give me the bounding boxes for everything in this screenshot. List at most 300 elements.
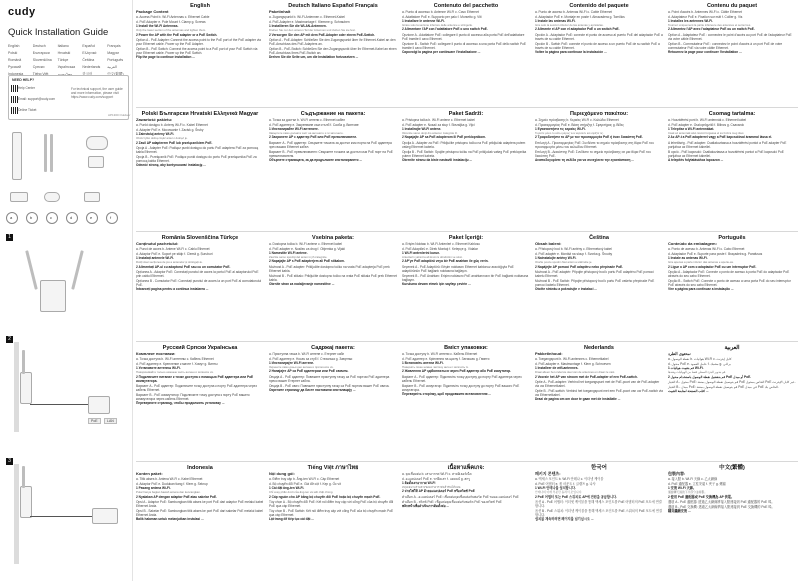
instruction-line: 2 Az AP-t a PoE adapterrel vagy a PoE kapcsolóval árammal lássa el.: [668, 135, 773, 140]
antenna-image: [71, 250, 84, 290]
qr-code-icon: [11, 107, 18, 114]
instruction-line: 1 Εγκαταστήστε τις κεραίες Wi-Fi.: [535, 127, 586, 132]
instruction-line: d. Adapter PoE e. Mocowanie f. Zacisk g. Śruby: [136, 128, 204, 133]
instruction-line: a. 接入點 b. Wi-Fi 天線 c. 乙太網線: [668, 477, 718, 482]
instruction-line: 2 Τροφοδοτήστε το AP με τον προσαρμογέα PoE ή έναν διακόπτη PoE.: [535, 135, 643, 140]
instruction-line: 안테나의 아래 부분만 돌려서 조입니다.: [535, 490, 583, 495]
instructions-panel: [132, 0, 802, 581]
port-label: PoE: [88, 418, 101, 424]
instruction-line: Obróć tylko dolną część anten i dokręć je.: [136, 136, 188, 141]
section-heading: Paket İçeriği:: [448, 235, 484, 241]
section-heading: Vsebina paketa:: [312, 235, 354, 241]
instruction-line: d. PoE 어댑터 e. 폴 마운트 f. 클램프 g. 나사: [535, 482, 596, 487]
instruction-line: 2 قم بتشغيل نقطة الوصول باستخدام محول PoE أو مبدل PoE.: [668, 374, 752, 379]
instruction-line: Переверните страницу, чтобы продолжить установку ...: [136, 401, 225, 406]
instruction-line: a. Toegangspunt b. Wi-Fi-antennes c. Ethernetkabel: [535, 357, 609, 362]
instruction-line: a. Точка доступу b. Wi-Fi антени c. Кабель Ethernet: [402, 352, 478, 357]
instruction-line: 1 Инсталирајте Wi-Fi антене.: [269, 361, 315, 366]
instruction-line: d. PoE 適配器 e. 立柱安裝 f. 夾子 g. 螺絲: [668, 482, 726, 487]
help-line: Email: support@cudy.com: [18, 97, 56, 101]
section-divider: [136, 461, 798, 462]
instruction-line: Вариант B - PoE коммутатор: Подключите точку доступа к порту PoE вашего коммутатора через кабель Ethernet.: [136, 392, 250, 402]
instruction-line: Okrenite stranu da biste nastavili instalaciju ...: [402, 157, 473, 162]
poe-switch-image: [92, 508, 118, 524]
instruction-line: 1 Instalați antenele Wi-Fi.: [136, 256, 175, 261]
language-section: [402, 466, 530, 508]
language-item: 한국어: [82, 72, 93, 76]
instruction-line: 1 Installieren Sie die WLAN-Antennen.: [269, 24, 327, 29]
language-section: [535, 346, 663, 401]
instruction-line: a. 액세스 포인트 b. Wi-Fi 안테나 c. 이더넷 케이블: [535, 477, 604, 482]
instruction-line: Комплект поставки:: [136, 351, 176, 357]
instruction-line: Окрените само доњи део антена и притегните их.: [269, 365, 334, 370]
instruction-line: 1 Cài đặt ăng-ten Wi-Fi.: [269, 486, 305, 491]
step1-illustration: [0, 240, 132, 325]
instruction-line: Opção A - Adaptador PoE: Conecte o ponto de acesso à porta PoE do adaptador PoE através do seu cabo Ethernet.: [668, 269, 790, 278]
label-circle: [86, 212, 98, 224]
language-section: [136, 4, 264, 59]
instruction-line: 1 Instalirajte Wi-Fi antene.: [402, 127, 442, 132]
instruction-line: พลิกหน้าเพื่อดำเนินการติดตั้งต่อ ...: [402, 503, 450, 508]
instruction-line: 2 Ligue o AP com o adaptador PoE ou um interruptor PoE.: [668, 264, 757, 269]
instruction-line: Поворачивайте только нижнюю часть антенн и затяните их.: [136, 370, 214, 375]
label-letter: a: [10, 215, 13, 220]
instruction-line: a. نقطة الوصول b. هوائيات Wi-Fi c. كابل إيثرنت: [668, 357, 732, 362]
instruction-line: Варіант B - PoE комутатор: Підключіть точку доступу до порту PoE вашого PoE комутатора.: [402, 383, 520, 392]
instruction-line: d. PoE-adapter e. Mastmontage f. Klem g. Schroeven: [535, 362, 611, 367]
instruction-line: 1 Telepítse a Wi-Fi antennákat.: [668, 127, 715, 132]
instruction-line: Opção B - Switch PoE: Conecte o ponto de acesso a uma porta PoE do seu interruptor PoE através do seu cabo Ethernet.: [668, 278, 791, 287]
instruction-line: Αναποδογυρίστε τη σελίδα για να συνεχίσετε την εγκατάσταση ...: [535, 157, 635, 162]
instruction-line: Опција A - PoE адаптер: Повежите приступну тачку са PoE портом PoE адаптера преко вашег Етернет кабла.: [269, 374, 390, 383]
instruction-line: 2 Alimentez l'AP avec l'adaptateur PoE ou un switch PoE.: [668, 27, 755, 32]
instruction-line: Γυρίστε μόνο το κάτω μέρος των κεραιών και σφίξτε τις.: [535, 131, 604, 136]
instruction-line: a. Pristupna točka b. Wi-Fi antene c. Ethernet kabel: [402, 118, 475, 123]
section-heading: Съдържание на пакета:: [300, 111, 366, 117]
instruction-line: Опција B - PoE свич: Повежите приступну тачку са PoE портом вашег PoE свича.: [269, 383, 390, 388]
instruction-line: 1 Instale as antenas Wi-Fi.: [668, 256, 708, 261]
instruction-line: 2 Power the AP with the PoE adapter or a PoE Switch.: [136, 32, 218, 37]
instruction-line: a. จุดเชื่อมต่อ b. เสาอากาศ Wi-Fi c. สายอีเธอร์เน็ต: [402, 472, 472, 477]
pole-image: [14, 464, 19, 564]
instruction-line: 2 Cấp nguồn cho AP bằng bộ chuyển đổi PoE hoặc bộ chuyển mạch PoE.: [269, 494, 381, 499]
label-letter: f: [110, 215, 112, 220]
screws-image: [84, 192, 100, 202]
instruction-line: 1 ติดตั้งเสาอากาศ Wi-Fi: [402, 481, 436, 486]
instruction-line: Možnost B - PoE stikalo: Priključite dostopno točko na vrata PoE stikala PoE prek Ethernet kabla.: [269, 273, 397, 282]
instruction-line: 選項 A - PoE 適配器: 透過乙太網線將接入點連接到 PoE 適配器的 PoE 埠。: [668, 499, 775, 504]
instruction-line: 2 Napajajte AP s PoE adapterjem ali PoE stikalom.: [269, 259, 345, 264]
instruction-line: d. PoE adaptér e. Montáž na sloup f. Svorka g. Šrouby: [535, 252, 613, 257]
instruction-line: Vire a página para continuar a instalação ...: [668, 287, 734, 292]
access-point-image: [12, 132, 22, 180]
step2-illustration: [0, 342, 132, 442]
qr-code-icon: [11, 85, 18, 92]
label-letter: b: [30, 215, 33, 220]
section-heading: 한국어: [591, 465, 607, 471]
language-item: Română: [8, 58, 22, 62]
section-heading: Paket Sadrži:: [448, 111, 484, 117]
instruction-line: Поверніть лише нижню частину антен і затягніть їх.: [402, 365, 469, 370]
package-illustration: [0, 128, 132, 228]
section-heading: Csomag tartalma:: [708, 111, 756, 117]
language-section: [402, 346, 530, 396]
language-item: Tiếng Việt: [32, 72, 49, 76]
instruction-line: 2 Nyalakan AP dengan adaptor PoE atau sakelar PoE.: [136, 494, 217, 499]
instruction-line: d. PoE адаптер e. Закрепване към стълб f. Скоба g. Винтове: [269, 123, 359, 128]
instruction-line: 1 Installez les antennes Wi-Fi.: [668, 19, 713, 24]
instruction-line: 1 Installeer de wifi-antennes.: [535, 366, 579, 371]
instruction-line: 2 Napájejte AP pomocí PoE adaptéru nebo přepínače PoE.: [535, 264, 624, 269]
instruction-line: d. Adattatore PoE e. Supporto per palo f. Morsetto g. Viti: [402, 15, 482, 20]
model-code: AP1300 Outdoor: [108, 113, 131, 117]
instruction-line: a. Dostopna točka b. Wi-Fi antene c. Ethernet kabel: [269, 242, 342, 247]
instruction-line: 2 PoE 어댑터 또는 PoE 스위치로 AP에 전원을 공급합니다.: [535, 494, 617, 499]
section-divider: [136, 231, 798, 232]
instruction-line: Option B - Commutateur PoE : connectez le point d'accès à un port PoE de votre commutateur PoE via votre câble Ethernet.: [668, 41, 783, 50]
instruction-line: اقلب الصفحة لمتابعة التثبيت ...: [668, 388, 709, 393]
label-circle: [26, 212, 38, 224]
instruction-line: d. PoE Adaptörü e. Direk Montajı f. Kelepçe g. Vidalar: [402, 247, 478, 252]
antenna-image: [22, 350, 25, 374]
instruction-line: ตัวเลือก B - สวิตช์ PoE: เชื่อมต่อจุดเชื่อมต่อกับพอร์ต PoE ของสวิตช์ PoE: [402, 499, 502, 504]
instruction-line: 옵션 B - PoE 스위치: 이더넷 케이블을 통해 액세스 포인트를 PoE 스위치의 PoE 포트에 연결합니다.: [535, 508, 662, 517]
instruction-line: a. Punkt dostępu b. Anteny Wi-Fi c. Kabel Ethernet: [136, 123, 208, 128]
instruction-line: Girare solo la sezione inferiore delle antenne e stringerle.: [402, 23, 473, 28]
instruction-line: Επιλογή Β - Διακόπτης PoE: Συνδέστε το σημείο πρόσβασης σε μια θύρα PoE του διακόπτη PoE.: [535, 149, 651, 158]
instruction-line: Chỉ xoay phần dưới của ăng-ten và siết chặt chúng.: [269, 490, 334, 495]
instruction-line: 1 Установите антенны Wi-Fi.: [136, 366, 181, 371]
instruction-line: B opció - PoE kapcsoló: Csatlakoztassa a hozzáférési pontot a PoE kapcsoló PoE portjához az Ethernet kábellel.: [668, 149, 784, 158]
section-heading: العربية: [724, 345, 740, 351]
clamp-image: [44, 192, 60, 202]
language-section: [269, 346, 397, 392]
instruction-line: 1 安裝 Wi-Fi 天線。: [668, 486, 697, 491]
instruction-line: Opción A - Adaptador PoE: conecte el punto de acceso al puerto PoE del adaptador PoE a través de su cable Ethernet.: [535, 32, 663, 41]
instruction-line: d. محول PoE e. حامل العمود f. مشبك g. براغي: [668, 362, 731, 367]
instruction-line: Переверніть сторінку, щоб продовжити встановлення ...: [402, 391, 492, 396]
language-section: [136, 346, 264, 405]
instruction-line: Варіант A - PoE адаптер: Підключіть точку доступу до порту PoE адаптера через кабель Ethernet.: [402, 374, 522, 383]
language-item: English: [8, 44, 20, 48]
instruction-line: 2 使用 PoE 適配器或 PoE 交換機為 AP 供電。: [668, 494, 735, 499]
language-section: [535, 466, 663, 521]
language-item: ภาษาไทย: [57, 73, 73, 77]
section-heading: Contenuto del pacchetto: [433, 3, 499, 9]
language-section: [535, 236, 663, 291]
instruction-line: d. PoE adapter e. Nosilec za drog f. Objemka g. Vijaki: [269, 247, 345, 252]
instruction-line: Tùy chọn B - PoE Switch: Kết nối điểm truy cập với cổng PoE của bộ chuyển mạch PoE qua cáp Ethernet.: [269, 508, 394, 517]
instruction-line: a. Titik akses b. Antena Wi-Fi c. Kabel Ethernet: [136, 477, 203, 482]
instruction-line: Rotiți doar secțiunea de jos a antenelor și strângeți-le.: [136, 260, 203, 265]
language-item: Hrvatski: [57, 51, 71, 55]
language-item: 中文(繁體): [107, 72, 124, 76]
instruction-line: Konten paket:: [136, 471, 163, 477]
language-item: Српски: [32, 65, 45, 69]
instruction-line: Drehen Sie die Seite um, um die Installation fortzusetzen ...: [269, 55, 359, 60]
instruction-line: d. Adaptateur PoE e. Fixation sur mât f. Collier g. Vis: [668, 15, 743, 20]
label-circle: [6, 212, 18, 224]
instruction-line: 1 Installare le antenne Wi-Fi.: [402, 19, 445, 24]
instruction-line: Вариант A - PoE адаптер: Подключите точку доступа к порту PoE адаптера через кабель Ethernet.: [136, 383, 257, 392]
instruction-line: Lật trang để tiếp tục cài đặt ...: [269, 517, 314, 522]
instruction-line: Обърнете страницата, за да продължите инсталирането ...: [269, 157, 363, 162]
instruction-line: 패키지 콘텐츠:: [535, 471, 561, 477]
language-section: [535, 112, 663, 162]
instruction-line: Option A - Adaptateur PoE : connectez le point d'accès au port PoE de l'adaptateur PoE via votre câble Ethernet.: [668, 32, 792, 41]
instruction-line: 옵션 A - PoE 어댑터: 이더넷 케이블을 통해 액세스 포인트를 PoE 어댑터의 PoE 포트에 연결합니다.: [535, 499, 662, 508]
instruction-line: 選項 B - PoE 交換機: 透過乙太網線將接入點連接到 PoE 交換機的 PoE 埠。: [668, 504, 775, 509]
poe-adapter-image: [88, 156, 104, 168]
instruction-line: Obsah balení:: [535, 241, 562, 247]
instruction-line: Zawartość pakietu:: [136, 117, 173, 123]
instruction-line: Tùy chọn A - Bộ chuyển đổi PoE: Kết nối điểm truy cập với cổng PoE của bộ chuyển đổi PoE qua cáp Ethernet.: [269, 499, 394, 508]
language-item: Čeština: [82, 58, 95, 62]
instruction-line: Opción B - Switch PoE: conecte el punto de acceso a un puerto PoE de su switch PoE a través de su cable Ethernet.: [535, 41, 660, 50]
instruction-line: Balik halaman untuk melanjutkan instalasi ...: [136, 517, 204, 522]
instruction-line: Opcija B - PoE Switch: Spojite pristupnu točku na PoE priključak vašeg PoE preklopnika putem Ethernet kabela.: [402, 149, 527, 158]
label-circle: [46, 212, 58, 224]
instruction-line: Draai de pagina om om door te gaan met de installatie ...: [535, 397, 621, 402]
language-item: Українська: [57, 65, 76, 69]
instruction-line: Întoarceți pagina pentru a continua instalarea ...: [136, 287, 209, 292]
step3-illustration: [0, 464, 132, 574]
poe-adapter-image: [88, 396, 110, 414]
instruction-line: Retournez la page pour continuer l'installation ...: [668, 49, 742, 54]
instruction-line: Kuruluma devam etmek için sayfayı çevirin ...: [402, 281, 471, 286]
language-item: Français: [107, 44, 121, 48]
instruction-line: Opțiunea B - Comutator PoE: Conectați punctul de acces la un port PoE al comutatorului PoE.: [136, 278, 262, 287]
instruction-line: Вариант A - PoE адаптер: Свържете точката за достъп към порта на PoE адаптера чрез вашия Ethernet кабел.: [269, 140, 392, 149]
instruction-line: d. Bộ chuyển đổi PoE e. Giá đỡ cột f. Kẹp g. Ốc vít: [269, 482, 341, 487]
section-divider: [136, 341, 798, 342]
access-point-image: [20, 486, 32, 518]
instruction-line: Seçenek B - PoE Anahtarı: Erişim noktasını PoE anahtarınızın bir PoE bağlantı noktasına bağlayın.: [402, 273, 529, 282]
section-heading: เนื้อหาแพ็คเกจ:: [447, 465, 485, 471]
instruction-line: a. Access Point b. Wi-Fi Antennas c. Ethernet Cable: [136, 15, 210, 20]
section-heading: Вміст упаковки:: [444, 345, 488, 351]
instruction-line: 2 Подключите питание к точке доступа с помощью PoE адаптера или PoE коммутатора.: [136, 374, 254, 383]
help-line: Online Ticket: [18, 108, 37, 112]
instruction-line: محتوى الطرد:: [668, 351, 692, 357]
instruction-line: a. Приступна тачка b. Wi-Fi антене c. Етернет кабл: [269, 352, 345, 357]
instruction-line: a. Erişim Noktası b. Wi-Fi Antenleri c. Ethernet Kablosu: [402, 242, 480, 247]
instruction-line: a. Přístupový bod b. Wi-Fi antény c. Ethernetový kabel: [535, 247, 612, 252]
brand-logo: cudy: [8, 6, 36, 18]
language-section: [668, 346, 796, 393]
instruction-line: a. Hozzáférési pont b. Wi-Fi antennák c. Ethernet kábel: [668, 118, 747, 123]
instruction-line: A telepítés folytatásához lapozzon ...: [668, 157, 724, 162]
instruction-line: d. PoE адаптер e. Крепление к мачте f. Хомут g. Винты: [136, 362, 218, 367]
pole-mount-image: [10, 192, 28, 202]
instruction-line: Otočte stránku a pokračujte v instalaci ...: [535, 287, 598, 292]
section-heading: Deutsch Italiano Español Français: [288, 3, 378, 9]
instruction-line: d. PoE Adapter e. Pole Mount f. Clamp g. Screws: [136, 20, 206, 25]
qr-code-icon: [11, 96, 18, 103]
instruction-line: หมุนเฉพาะส่วนล่างของเสาอากาศแล้วขันให้แน่น: [402, 485, 461, 490]
language-item: Türkçe: [57, 58, 69, 62]
ethernet-cable-line: [30, 404, 90, 405]
language-section: [535, 4, 663, 54]
step-number-badge: 3: [6, 458, 13, 465]
instruction-line: 1 Instale las antenas Wi-Fi.: [535, 19, 576, 24]
instruction-line: a. Điểm truy cập b. Ăng-ten Wi-Fi c. Cáp Ethernet: [269, 477, 340, 482]
language-item: Português: [107, 58, 124, 62]
label-circle: [66, 212, 78, 224]
instruction-line: Окрените страницу да бисте наставили инсталацију ...: [269, 387, 356, 392]
access-point-image: [20, 372, 32, 404]
instruction-line: Optie B - PoE-switch: Verbind het toegangspunt met een PoE-poort van uw PoE-switch via uw Ethernetkabel.: [535, 388, 663, 397]
language-item: Magyar: [107, 51, 119, 55]
instruction-line: ตัวเลือก A - อะแดปเตอร์ PoE: เชื่อมต่อจุดเชื่อมต่อกับพอร์ต PoE ของอะแดปเตอร์ PoE: [402, 494, 519, 499]
section-heading: România Slovenščina Türkçe: [161, 235, 239, 241]
access-point-image: [40, 280, 66, 312]
section-divider: [136, 107, 798, 108]
instruction-line: Завъртете само долната част на антените и ги затегнете.: [269, 131, 344, 136]
language-section: [269, 466, 397, 521]
instruction-line: Zavrtite samo spodnji del anten in jih zategnite.: [269, 255, 328, 260]
instruction-line: Flip the page to continue installation ...: [136, 55, 195, 60]
language-item: Slovenščina: [32, 58, 52, 62]
language-item: Indonesia: [8, 72, 24, 76]
instruction-line: 2 AP'ye PoE adaptörü veya bir PoE anahtarı ile güç verin.: [402, 259, 489, 264]
language-item: Italiano: [57, 44, 69, 48]
instruction-line: a. Точка доступа b. Wi-Fi антенны c. Кабель Ethernet: [136, 357, 214, 362]
port-label: LAN: [104, 418, 117, 424]
instruction-line: d. Adaptador PoE e. Suporte para poste f. Braçadeira g. Parafusos: [668, 252, 763, 257]
instruction-line: Možnost A - PoE adapter: Priključite dostopno točko na vrata PoE adapterja PoE prek Ethernet kabla.: [269, 264, 390, 273]
instruction-line: d. Προσαρμογέας PoE e. Βάση στήριξης f. Σφιγκτήρας g. Βίδες: [535, 123, 624, 128]
section-heading: Русский Српски Українська: [162, 345, 238, 351]
instruction-line: Okrenite samo donji dio antena i zategnite ih.: [402, 131, 458, 136]
instruction-line: Seçenek A - PoE Adaptörü: Erişim noktasını Ethernet kablonuz aracılığıyla PoE adaptörünün PoE bağlantı noktasına bağlayın.: [402, 264, 514, 273]
instruction-line: a. Punct de acces b. Antene Wi-Fi c. Cablu Ethernet: [136, 247, 210, 252]
instruction-line: Package Content: [136, 9, 169, 15]
ethernet-cable-line: [30, 516, 94, 517]
instruction-line: d. PoE adapter e. Oszloprögzítő f. Bilincs g. Csavarok: [668, 123, 745, 128]
instruction-line: Opsi A - Adaptor PoE: Sambungkan titik akses ke port PoE dari adaptor PoE melalui kabel Ethernet Anda.: [136, 499, 264, 508]
instruction-line: Conținutul pachetului:: [136, 241, 179, 247]
section-heading: Contenido del paquete: [569, 3, 629, 9]
left-panel: [0, 0, 132, 581]
instruction-line: d. อะแดปเตอร์ PoE e. ขายึดเสา f. แคลมป์ g. สกรู: [402, 477, 470, 482]
language-list: [8, 44, 130, 78]
section-heading: Садржај пакета:: [311, 345, 355, 351]
instruction-line: a. Точка за достъп b. Wi-Fi антени c. Ethernet кабел: [269, 118, 346, 123]
instruction-line: 2 Alimente el AP con el adaptador PoE o un switch PoE.: [535, 27, 620, 32]
instruction-line: 1 Nainstalujte antény Wi-Fi.: [535, 256, 577, 261]
language-item: Deutsch: [32, 44, 46, 48]
instruction-line: d. Adaptor PoE e. Suport pe stâlp f. Clemă g. Șuruburi: [136, 252, 213, 257]
label-letter: e: [90, 215, 93, 220]
instruction-line: 1 قم بتثبيت هوائيات Wi-Fi.: [668, 366, 704, 371]
help-side-text: For technical support, the user guide and more information, please visit https://www.cudy.com/support: [71, 87, 123, 100]
language-section: [136, 466, 264, 521]
instruction-line: 1 Pasang antena Wi-Fi.: [136, 486, 171, 491]
instruction-line: Drehen Sie nur den unteren Teil der Antennen und ziehen Sie sie fest.: [269, 28, 356, 33]
instruction-line: Opzione A - Adattatore PoE: collegare il punto di accesso alla porta PoE dell'adattatore PoE tramite il cavo Ethernet.: [402, 32, 525, 41]
instruction-line: Capovolgi la pagina per continuare l'installazione ...: [402, 49, 481, 54]
instruction-line: 翻頁繼續安裝 ...: [668, 508, 691, 513]
language-item: Русский: [8, 65, 21, 69]
language-section: [402, 112, 530, 162]
instruction-line: Antenlerin yalnızca alt kısmını döndürün ve sıkın.: [402, 255, 463, 260]
instruction-line: Επιλογή Α - Προσαρμογέας PoE: Συνδέστε το σημείο πρόσβασης στη θύρα PoE του προσαρμογέα μέσω του καλωδίου Ethernet.: [535, 140, 654, 149]
instruction-line: 2 Захранете AP с адаптер PoE или PoE превключвател.: [269, 135, 358, 140]
instruction-line: Option B - PoE Switch: Connect the access point to a PoE port of your PoE Switch via your Ethernet cable. Power up the PoE Switch.: [136, 46, 258, 55]
instruction-line: Opcija A - Adapter za PoE: Priključite pristupnu točku na PoE priključak adaptera putem vašeg Ethernet kabela.: [402, 140, 526, 149]
instruction-line: Obrnite stran za nadaljevanje namestitve ...: [269, 281, 335, 286]
instruction-line: 2 Voorzie het AP van stroom met de PoE-adapter of een PoE-switch.: [535, 374, 638, 379]
instruction-line: Otočte pouze spodní část antén a utáhněte je.: [535, 260, 593, 265]
antenna-image: [22, 466, 25, 488]
instruction-line: Opțiunea A - Adaptor PoE: Conectați punctul de acces la portul PoE al adaptorului PoE prin cablul Ethernet.: [136, 269, 259, 278]
language-item: العربية: [107, 65, 117, 69]
instruction-line: قم بتدوير الجزء السفلي فقط من الهوائيات وشدها.: [668, 370, 727, 375]
instruction-line: 2 จ่ายไฟให้ AP ด้วยอะแดปเตอร์ PoE หรือสวิตช์ PoE: [402, 489, 475, 494]
pole-image: [14, 342, 19, 432]
instruction-line: a. Point d'accès b. Antennes Wi-Fi c. Câble Ethernet: [668, 10, 742, 15]
instruction-line: Draai alleen het onderste deel van de antennes en draai ze vast.: [535, 370, 616, 375]
instruction-line: Option A - PoE-Adapter: Schließen Sie den Zugangspunkt über Ihr Ethernet-Kabel an den PoE-Anschluss des PoE-Adapters an.: [269, 37, 396, 46]
instruction-line: Opsi B - Sakelar PoE: Sambungkan titik akses ke port PoE dari sakelar PoE melalui kabel Ethernet Anda.: [136, 508, 263, 517]
language-section: [668, 4, 796, 54]
antenna-image: [25, 250, 38, 290]
instruction-line: d. PoE адаптер e. Носач за стуб f. Стезаљка g. Завртњи: [269, 357, 353, 362]
instruction-line: Pakketinhoud:: [535, 351, 563, 357]
instruction-line: 包裝內容:: [668, 471, 686, 477]
instruction-line: Conteúdo da embalagem:: [668, 241, 717, 247]
instruction-line: الخيار B - مبدل PoE: قم بتوصيل نقطة الوصول بمنفذ PoE في مبدل PoE الخاص بك.: [668, 384, 779, 389]
section-heading: Tiếng Việt ภาษาไทย: [307, 465, 359, 471]
instruction-line: 2 Напајајте AP са PoE адаптером или PoE свичем.: [269, 369, 349, 374]
cable-image: [86, 136, 108, 150]
language-item: Български: [32, 51, 50, 55]
instruction-line: a. Σημείο πρόσβασης b. Κεραίες Wi-Fi c. Καλώδιο Ethernet: [535, 118, 619, 123]
section-heading: Čeština: [589, 235, 609, 241]
section-heading: English: [190, 3, 210, 9]
instruction-line: 2 Alimentați AP-ul cu adaptorul PoE sau cu un comutator PoE.: [136, 264, 231, 269]
instruction-line: a. Punto de acceso b. Antenas Wi-Fi c. Cable Ethernet: [535, 10, 613, 15]
instruction-line: Opzione B - Switch PoE: collegare il punto di accesso a una porta PoE dello switch PoE tramite il cavo Ethernet.: [402, 41, 527, 50]
instruction-line: Odwróć stronę, aby kontynuować instalację ...: [136, 163, 206, 168]
section-heading: Polski Български Hrvatski Ελληνικά Magyar: [141, 111, 259, 117]
instruction-line: Only the lower section of the antennas and tighten them.: [136, 28, 206, 33]
instruction-line: a. Ponto de acesso b. Antenas Wi-Fi c. Cabo Ethernet: [668, 247, 745, 252]
instruction-line: 2 Alimentare l'AP con l'adattatore PoE o uno switch PoE.: [402, 27, 488, 32]
instruction-line: 1 Zainstaluj anteny Wi-Fi.: [136, 132, 175, 137]
section-heading: Indonesia: [187, 465, 213, 471]
language-section: [136, 112, 264, 167]
instruction-line: 1 Встановіть антени Wi-Fi.: [402, 361, 444, 366]
instruction-line: Paketinhalt: [269, 9, 291, 15]
instruction-line: d. Adaptador PoE e. Montaje en poste f. Abrazadera g. Tornillos: [535, 15, 625, 20]
instruction-line: Nội dung gói:: [269, 471, 295, 477]
language-section: [668, 236, 796, 291]
instruction-line: Voltee la página para continuar la instalación ...: [535, 49, 607, 54]
antenna-image: [44, 134, 47, 172]
instruction-line: 2 Versorgen Sie den AP mit dem PoE-Adapter oder einem PoE-Switch.: [269, 32, 376, 37]
label-circle: [106, 212, 118, 224]
instruction-line: Вариант B - PoE превключвател: Свържете точката за достъп към PoE порт на PoE превключвателя.: [269, 149, 393, 158]
language-item: Español: [82, 44, 96, 48]
instruction-line: d. Adaptor PoE e. Dudukan tiang f. Klem g. Sekrup: [136, 482, 208, 487]
section-heading: Περιεχόμενο πακέτου:: [569, 111, 629, 117]
instruction-line: Tournez uniquement la partie inférieure des antennes et serrez-les.: [668, 23, 752, 28]
instruction-line: 僅旋轉天線的下半部分並擰緊。: [668, 490, 708, 495]
language-item: Nederlands: [82, 65, 101, 69]
instruction-line: A lehetőség - PoE adapter: Csatlakoztassa a hozzáférési pontot a PoE adapter PoE portjához az Ethernet kábellel.: [668, 140, 787, 149]
